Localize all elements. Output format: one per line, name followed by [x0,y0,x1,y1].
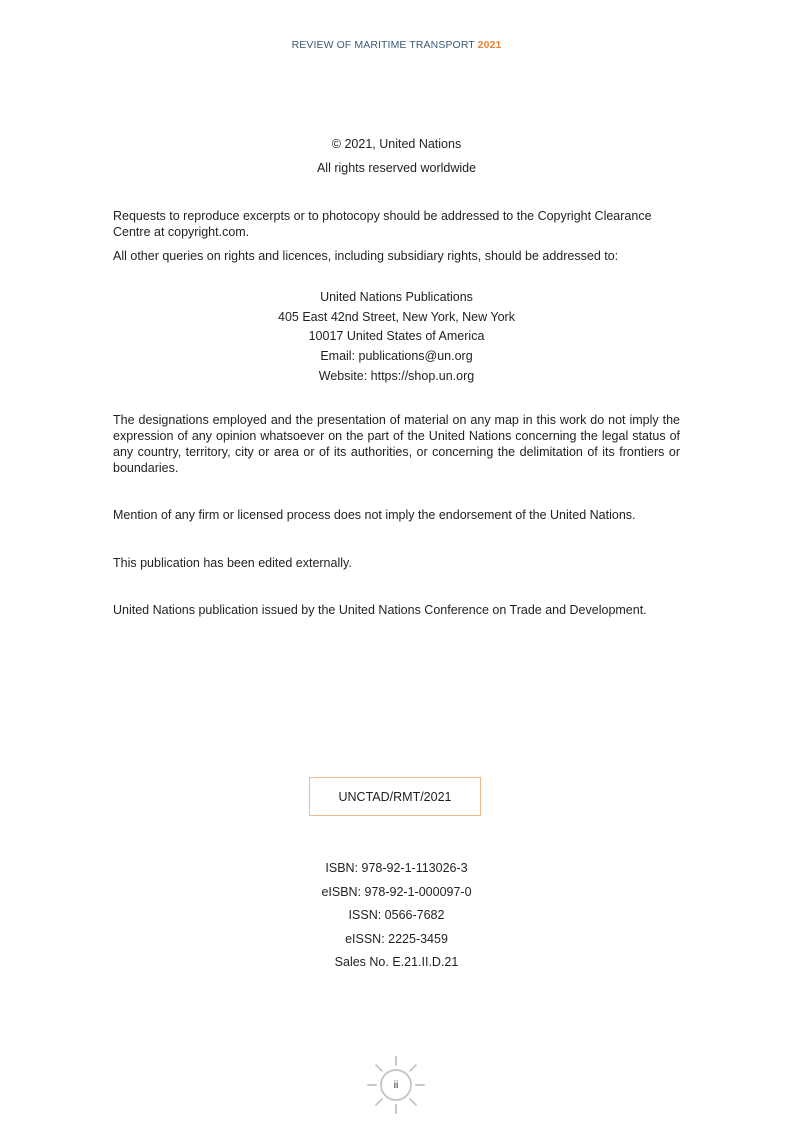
other-queries-paragraph: All other queries on rights and licences, including subsidiary rights, should be addressed to: [113,249,619,263]
sales-number: Sales No. E.21.II.D.21 [334,955,459,969]
running-header [0,39,793,51]
publication-issued-note: United Nations publication issued by the United Nations Conference on Trade and Development. [113,603,647,617]
header-title: REVIEW OF MARITIME TRANSPORT [291,39,475,51]
designations-disclaimer: The designations employed and the presentation of material on any map in this work do not imply the expression of any opinion whatsoever on the part of the United Nations concerning the legal status of any country, territory, city or area or of its authorities, or concerning the delimitation of its frontiers or boundaries. [113,413,680,475]
isbn: ISBN: 978-92-1-113026-3 [325,861,468,875]
page-number: ii [393,1079,399,1091]
eisbn: eISBN: 978-92-1-000097-0 [321,885,472,899]
rights-reserved-line: All rights reserved worldwide [316,161,477,175]
document-symbol-box [309,777,481,816]
address-name: United Nations Publications [320,290,473,304]
address-street: 405 East 42nd Street, New York, New York [278,310,515,324]
copyright-line: © 2021, United Nations [331,137,462,151]
header-year: 2021 [477,39,502,51]
issn: ISSN: 0566-7682 [348,908,445,922]
eissn: eISSN: 2225-3459 [345,932,448,946]
firm-mention-disclaimer: Mention of any firm or licensed process does not imply the endorsement of the United Nations. [113,508,636,522]
reproduce-requests-paragraph: Requests to reproduce excerpts or to photocopy should be addressed to the Copyright Clearance Centre at copyright.com. [113,209,652,239]
edited-externally-note: This publication has been edited externally. [113,556,352,570]
document-symbol: UNCTAD/RMT/2021 [338,789,452,804]
address-website: Website: https://shop.un.org [318,369,475,383]
address-email: Email: publications@un.org [320,349,473,363]
address-postal: 10017 United States of America [308,329,485,343]
